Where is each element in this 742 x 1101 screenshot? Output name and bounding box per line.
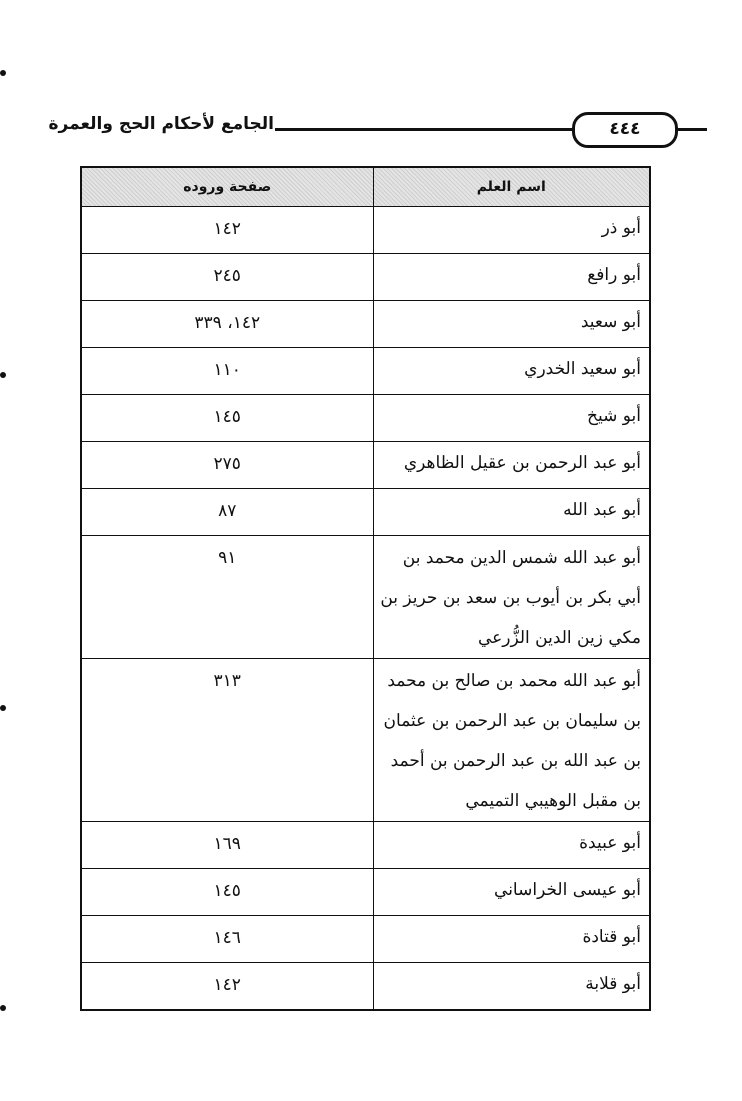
scan-mark — [0, 372, 6, 378]
running-header — [48, 112, 660, 148]
page-refs: ٢٤٥ — [81, 254, 373, 301]
page-refs: ١٤٢، ٣٣٩ — [81, 301, 373, 348]
person-name: أبو قلابة — [373, 963, 650, 1011]
table-row — [81, 822, 650, 869]
table-row — [81, 254, 650, 301]
table-row — [81, 348, 650, 395]
page-refs: ١٤٥ — [81, 395, 373, 442]
person-name: أبو عبد الله — [373, 489, 650, 536]
person-name: أبو ذر — [373, 207, 650, 254]
table-row — [81, 301, 650, 348]
header-rule-end — [675, 128, 707, 131]
person-name: أبو قتادة — [373, 916, 650, 963]
scan-mark — [0, 705, 6, 711]
scan-mark — [0, 1005, 6, 1011]
page-refs: ١٤٢ — [81, 963, 373, 1011]
person-name: أبو سعيد — [373, 301, 650, 348]
table-row — [81, 442, 650, 489]
page-refs: ١٤٢ — [81, 207, 373, 254]
names-index-table — [80, 166, 651, 1011]
page-refs: ٨٧ — [81, 489, 373, 536]
page-refs: ١٦٩ — [81, 822, 373, 869]
person-name: أبو عيسى الخراساني — [373, 869, 650, 916]
column-header-name: اسم العلم — [373, 167, 650, 207]
person-name: أبو سعيد الخدري — [373, 348, 650, 395]
person-name: أبو رافع — [373, 254, 650, 301]
table-row — [81, 395, 650, 442]
person-name: أبو عبد الله محمد بن صالح بن محمد بن سليمان بن عبد الرحمن بن عثمان بن عبد الله بن عبد الرحمن بن أحمد بن مقبل الوهيبي التميمي — [373, 659, 650, 822]
table-row — [81, 869, 650, 916]
table-row — [81, 963, 650, 1011]
book-title: الجامع لأحكام الحج والعمرة — [48, 114, 274, 134]
page-refs: ١١٠ — [81, 348, 373, 395]
person-name: أبو عبد الله شمس الدين محمد بن أبي بكر بن أيوب بن سعد بن حريز بن مكي زين الدين الزُّرعي — [373, 536, 650, 659]
table-row — [81, 916, 650, 963]
table-row — [81, 536, 650, 659]
table-header-row — [81, 167, 650, 207]
table-row — [81, 489, 650, 536]
table-row — [81, 207, 650, 254]
page-refs: ١٤٦ — [81, 916, 373, 963]
page-refs: ١٤٥ — [81, 869, 373, 916]
scan-mark — [0, 70, 6, 76]
page-refs: ٣١٣ — [81, 659, 373, 822]
page-refs: ٢٧٥ — [81, 442, 373, 489]
person-name: أبو عبيدة — [373, 822, 650, 869]
person-name: أبو شيخ — [373, 395, 650, 442]
table-row — [81, 659, 650, 822]
page-number: ٤٤٤ — [572, 112, 678, 148]
person-name: أبو عبد الرحمن بن عقيل الظاهري — [373, 442, 650, 489]
page-refs: ٩١ — [81, 536, 373, 659]
column-header-pages: صفحة وروده — [81, 167, 373, 207]
